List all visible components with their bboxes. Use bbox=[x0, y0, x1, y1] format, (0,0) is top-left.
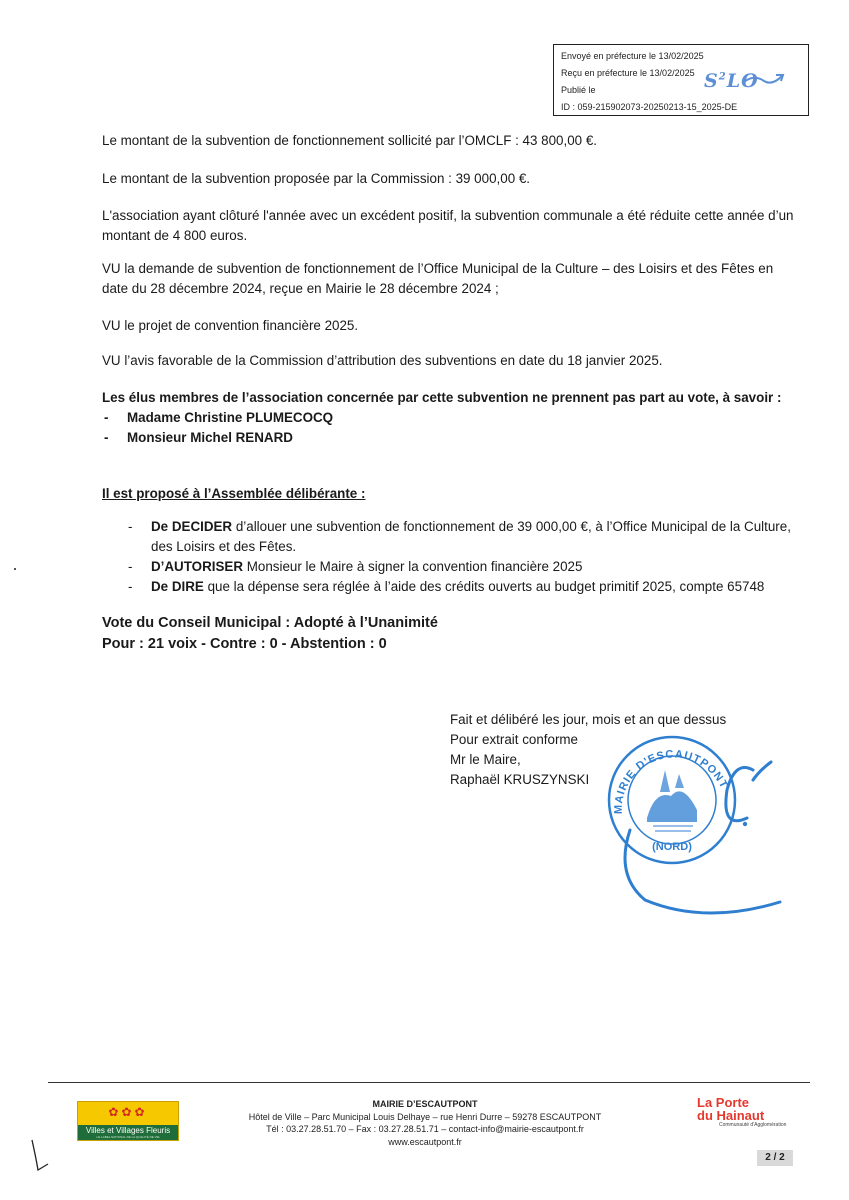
lph-line1: La Porte bbox=[697, 1095, 750, 1110]
vvf-subtitle: LE LABEL NATIONAL DE LA QUALITÉ DE VIE bbox=[96, 1135, 160, 1139]
stamp-id: ID : 059-215902073-20250213-15_2025-DE bbox=[561, 102, 738, 112]
stamp-published: Publié le bbox=[561, 85, 596, 95]
decision-decide-verb: De DECIDER bbox=[151, 519, 233, 534]
town-seal-and-signature bbox=[575, 700, 805, 925]
paragraph-convention: VU le projet de convention financière 2025. bbox=[102, 318, 359, 333]
decision-authorize bbox=[126, 557, 816, 577]
scan-speck bbox=[14, 568, 16, 570]
lph-line2: du Hainaut bbox=[697, 1108, 765, 1123]
members-list bbox=[102, 408, 333, 448]
proposal-heading: Il est proposé à l’Assemblée délibérante : bbox=[102, 486, 366, 501]
decisions-list bbox=[126, 517, 816, 597]
footer-website[interactable]: www.escautpont.fr bbox=[388, 1136, 462, 1147]
villes-villages-fleuris-logo bbox=[77, 1101, 179, 1141]
paragraph-elected-members: Les élus membres de l’association concernée par cette subvention ne prennent pas part au vote, à savoir : bbox=[102, 390, 782, 405]
footer-address-block bbox=[225, 1098, 625, 1148]
decision-state bbox=[126, 577, 816, 597]
paragraph-commission-opinion: VU l’avis favorable de la Commission d’attribution des subventions en date du 18 janvier 2025. bbox=[102, 353, 663, 368]
member-plumecocq: - Madame Christine PLUMECOCQ bbox=[102, 408, 333, 428]
decision-decide bbox=[126, 517, 816, 557]
porte-du-hainaut-logo bbox=[697, 1096, 786, 1128]
slo-logo: $S^2LO$ bbox=[704, 70, 759, 92]
lph-line3: Communauté d'Agglomération bbox=[719, 1122, 787, 1128]
vvf-band bbox=[78, 1125, 178, 1140]
footer-address: Hôtel de Ville – Parc Municipal Louis Delhaye – rue Henri Durre – 59278 ESCAUTPONT bbox=[248, 1111, 602, 1122]
flowers-icon: ✿✿✿ bbox=[108, 1105, 148, 1119]
vote-result bbox=[102, 613, 438, 655]
vote-adopted: Vote du Conseil Municipal : Adopté à l’Unanimité bbox=[102, 615, 438, 631]
vvf-label: Villes et Villages Fleuris bbox=[85, 1126, 171, 1135]
decision-state-verb: De DIRE bbox=[151, 579, 204, 594]
paragraph-request-date: VU la demande de subvention de fonctionnement de l’Office Municipal de la Culture – des Loisirs et des Fêtes en date du 28 décembre 2024, reçue en Mairie le 28 décembre 2024 ; bbox=[102, 261, 774, 296]
seal-top-text: MAIRIE D'ESCAUTPONT bbox=[612, 748, 730, 815]
mayor-name: Raphaël KRUSZYNSKI bbox=[450, 772, 590, 787]
stamp-sent-date: Envoyé en préfecture le 13/02/2025 bbox=[561, 51, 704, 61]
paragraph-proposed-amount: Le montant de la subvention proposée par la Commission : 39 000,00 €. bbox=[102, 171, 531, 186]
decision-state-text: que la dépense sera réglée à l’aide des crédits ouverts au budget primitif 2025, compte 65748 bbox=[203, 579, 765, 594]
seal-bottom-text: (NORD) bbox=[652, 841, 692, 853]
vote-count: Pour : 21 voix - Contre : 0 - Abstention : 0 bbox=[102, 636, 387, 652]
footer-divider bbox=[48, 1082, 810, 1083]
footer-title: MAIRIE D’ESCAUTPONT bbox=[372, 1099, 478, 1109]
slo-arrow-icon bbox=[742, 72, 786, 88]
decision-decide-text: d’allouer une subvention de fonctionnement de 39 000,00 €, à l’Office Municipal de la Culture, des Loisirs et des Fêtes. bbox=[151, 519, 791, 554]
stamp-received-date: Reçu en préfecture le 13/02/2025 bbox=[561, 68, 695, 78]
paragraph-reduction: L'association ayant clôturé l'année avec un excédent positif, la subvention communale a été réduite cette année d’un montant de 4 800 euros. bbox=[102, 208, 794, 243]
decision-authorize-verb: D’AUTORISER bbox=[151, 559, 244, 574]
member-renard: - Monsieur Michel RENARD bbox=[102, 428, 333, 448]
footer-contact: Tél : 03.27.28.51.70 – Fax : 03.27.28.51.71 – contact-info@mairie-escautpont.fr bbox=[266, 1124, 584, 1134]
page-number: 2 / 2 bbox=[757, 1150, 793, 1166]
closing-title: Mr le Maire, bbox=[450, 752, 521, 767]
closing-extract: Pour extrait conforme bbox=[450, 732, 579, 747]
pen-mark bbox=[26, 1136, 56, 1176]
seal-icon bbox=[609, 737, 735, 863]
decision-authorize-text: Monsieur le Maire à signer la convention financière 2025 bbox=[243, 559, 583, 574]
paragraph-requested-amount: Le montant de la subvention de fonctionnement sollicité par l’OMCLF : 43 800,00 €. bbox=[102, 133, 598, 148]
closing-formula: Fait et délibéré les jour, mois et an que dessus bbox=[450, 712, 727, 727]
